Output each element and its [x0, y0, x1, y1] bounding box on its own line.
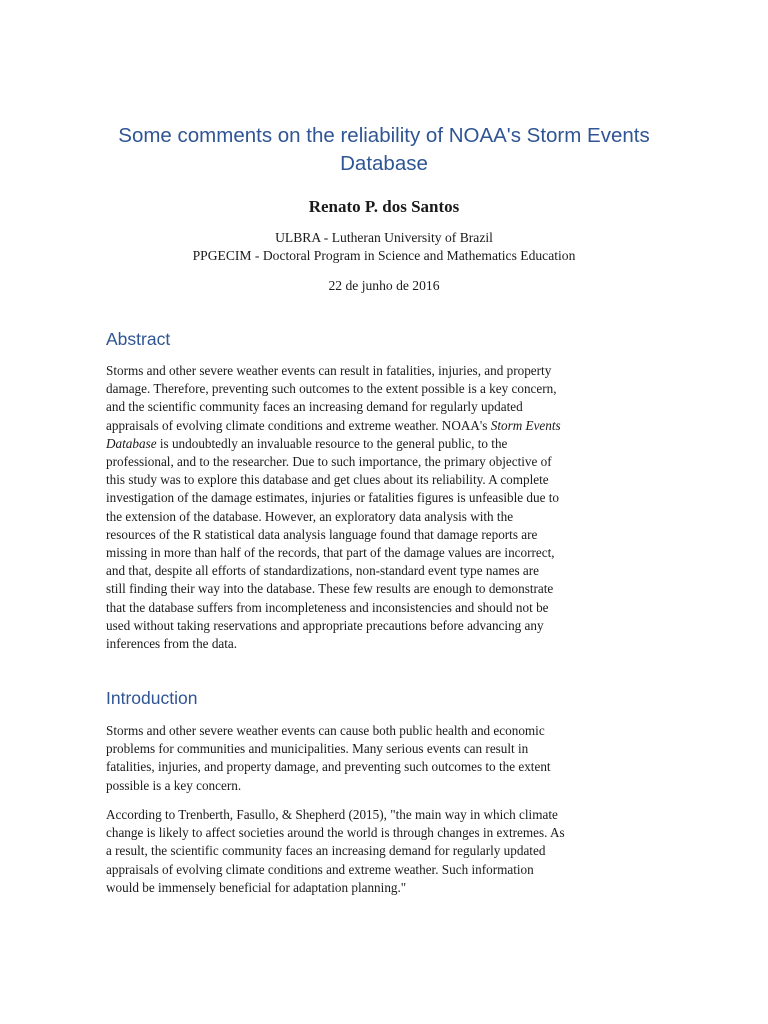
introduction-paragraph-2	[106, 806, 659, 897]
intro-line: Storms and other severe weather events can cause both public health and economic	[106, 723, 545, 738]
abstract-line: damage. Therefore, preventing such outcomes to the extent possible is a key concern,	[106, 381, 557, 397]
title-line: Database	[340, 152, 428, 175]
abstract-line: that the database suffers from incompleteness and inconsistencies and should not be	[106, 599, 549, 615]
abstract-line: professional, and to the researcher. Due to such importance, the primary objective of	[106, 454, 552, 470]
abstract-line: and the scientific community faces an increasing demand for regularly updated	[106, 399, 523, 415]
paper-title	[70, 122, 698, 178]
intro-line: appraisals of evolving climate conditions and extreme weather. Such information	[106, 861, 534, 877]
abstract-line: and that, despite all efforts of standardizations, non-standard event type names are	[106, 563, 539, 579]
abstract-line: inferences from the data.	[106, 636, 238, 652]
abstract-line: this study was to explore this database and get clues about its reliability. A complete	[106, 472, 549, 488]
abstract-paragraph	[106, 362, 659, 653]
intro-line: According to Trenberth, Fasullo, & Shepherd (2015), "the main way in which climate	[106, 807, 558, 822]
title-line: Some comments on the reliability of NOAA's Storm Events	[118, 124, 650, 147]
abstract-heading: Abstract	[106, 329, 171, 349]
abstract-line	[106, 435, 659, 453]
intro-line: a result, the scientific community faces an increasing demand for regularly updated	[106, 843, 546, 859]
intro-line: possible is a key concern.	[106, 777, 242, 793]
publication-date: 22 de junho de 2016	[328, 278, 440, 293]
abstract-line: Storms and other severe weather events can result in fatalities, injuries, and property	[106, 363, 552, 378]
abstract-line: resources of the R statistical data analysis language found that damage reports are	[106, 526, 538, 542]
abstract-text: is undoubtedly an invaluable resource to the general public, to the	[156, 435, 508, 451]
introduction-heading: Introduction	[106, 688, 198, 708]
abstract-line: used without taking reservations and appropriate precautions before advancing any	[106, 617, 544, 633]
abstract-line: missing in more than half of the records, that part of the damage values are incorrect,	[106, 545, 555, 561]
affiliation-program: PPGECIM - Doctoral Program in Science and Mathematics Education	[192, 248, 576, 263]
affiliation-university: ULBRA - Lutheran University of Brazil	[275, 230, 493, 245]
intro-line: would be immensely beneficial for adaptation planning."	[106, 879, 407, 895]
database-name-italic: Database	[106, 435, 157, 451]
author-name: Renato P. dos Santos	[308, 197, 460, 216]
intro-line: problems for communities and municipalities. Many serious events can result in	[106, 741, 529, 757]
intro-line: fatalities, injuries, and property damage, and preventing such outcomes to the extent	[106, 759, 551, 775]
abstract-text: appraisals of evolving climate conditions and extreme weather. NOAA's	[106, 417, 491, 433]
intro-line: change is likely to affect societies around the world is through changes in extremes. As	[106, 825, 565, 841]
abstract-line: still finding their way into the database. These few results are enough to demonstrate	[106, 581, 554, 597]
introduction-paragraph-1	[106, 722, 659, 795]
abstract-line: investigation of the damage estimates, injuries or fatalities figures is unfeasible due to	[106, 490, 560, 506]
abstract-line: the extension of the database. However, an exploratory data analysis with the	[106, 508, 514, 524]
abstract-line	[106, 417, 659, 435]
database-name-italic: Storm Events	[490, 417, 561, 433]
